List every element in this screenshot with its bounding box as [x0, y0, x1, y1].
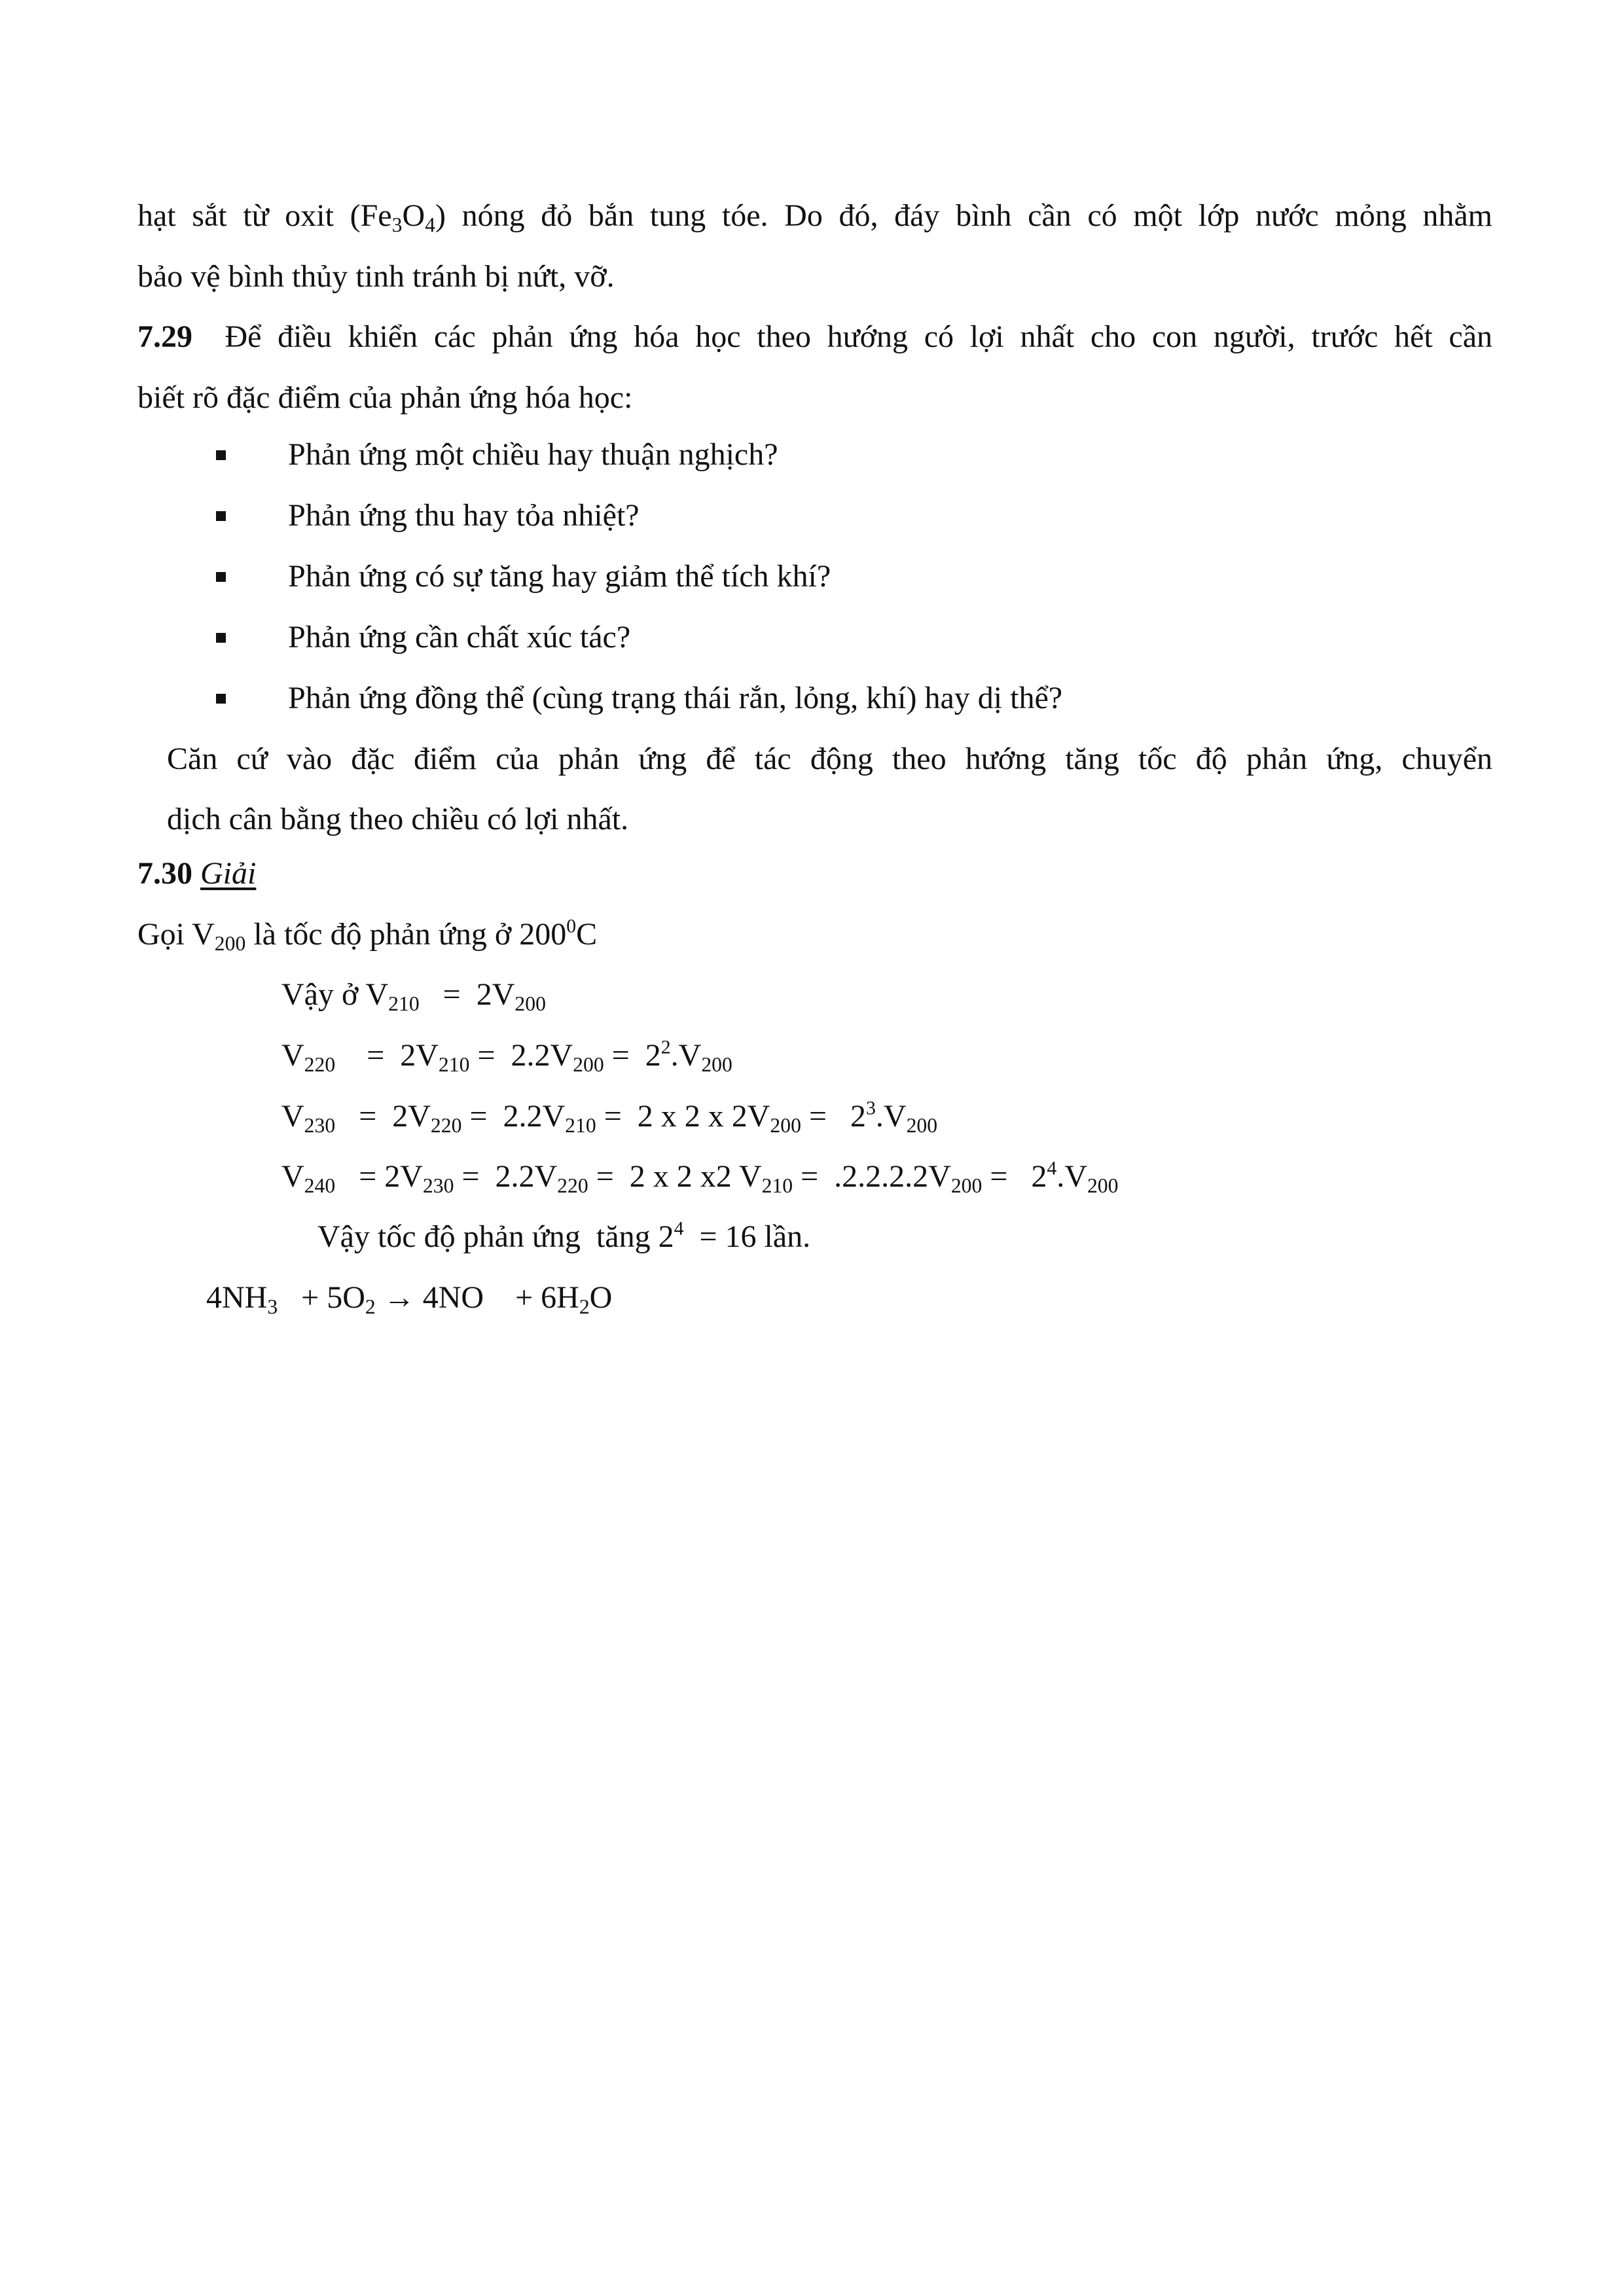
square-bullet-icon: [216, 633, 226, 643]
bullet-text: Phản ứng một chiều hay thuận nghịch?: [288, 437, 778, 472]
conclusion-line-1: Căn cứ vào đặc điểm của phản ứng để tác động theo hướng tăng tốc độ phản ứng, chuyển: [167, 742, 1492, 776]
equation-2: $V_{220}$ = $2V_{210} = 2.2V_{200} = 2^2.V_{200}$: [281, 1036, 732, 1076]
square-bullet-icon: [216, 511, 226, 521]
solution-label: Giải: [200, 856, 257, 891]
square-bullet-icon: [216, 450, 226, 460]
arrow-icon: →: [375, 1280, 423, 1315]
paragraph-line-2: bảo vệ bình thủy tinh tránh bị nứt, vỡ.: [137, 259, 615, 294]
equation-3: $V_{230} = 2V_{220} = 2.2V_{210} = 2$ x 2 x $2V_{200} = 2^3.V_{200}$: [281, 1097, 938, 1137]
paragraph-line-1: hạt sắt từ oxit $(Fe_3O_4)$ nóng đỏ bắn tung tóe. Do đó, đáy bình cần có một lớp nước mỏng nhằm: [137, 198, 1492, 236]
question-number: 7.29: [137, 319, 192, 354]
question-number: 7.30: [137, 856, 192, 891]
question-729-line-2: biết rõ đặc điểm của phản ứng hóa học:: [137, 380, 633, 415]
intro-line: Gọi $V_{200}$ là tốc độ phản ứng ở $200^0C$: [137, 915, 598, 955]
equation-4: $V_{240} = 2V_{230} = 2.2V_{220} = 2$ x 2 x2 $V_{210} = .2.2.2.2V_{200} = 2^4.V_{200}$: [281, 1157, 1119, 1197]
question-729-line-1: 7.29 Để điều khiển các phản ứng hóa học theo hướng có lợi nhất cho con người, trước hết cần: [137, 319, 1493, 354]
bullet-text: Phản ứng cần chất xúc tác?: [288, 620, 631, 655]
bullet-text: Phản ứng đồng thể (cùng trạng thái rắn, lỏng, khí) hay dị thể?: [288, 681, 1063, 715]
square-bullet-icon: [216, 694, 226, 704]
bullet-text: Phản ứng có sự tăng hay giảm thể tích khí?: [288, 559, 831, 594]
square-bullet-icon: [216, 572, 226, 582]
question-730-heading: [137, 854, 256, 893]
bullet-text: Phản ứng thu hay tỏa nhiệt?: [288, 498, 640, 533]
reaction-equation: $4NH_3 + 5O_2 \to 4NO$ + $6H_2O$: [206, 1280, 613, 1318]
equation-1: Vậy ở $V_{210} = 2V_{200}$: [281, 977, 546, 1015]
result-line: Vậy tốc độ phản ứng tăng $2^4 = 16$ lần.: [317, 1217, 811, 1254]
conclusion-line-2: dịch cân bằng theo chiều có lợi nhất.: [167, 802, 629, 836]
